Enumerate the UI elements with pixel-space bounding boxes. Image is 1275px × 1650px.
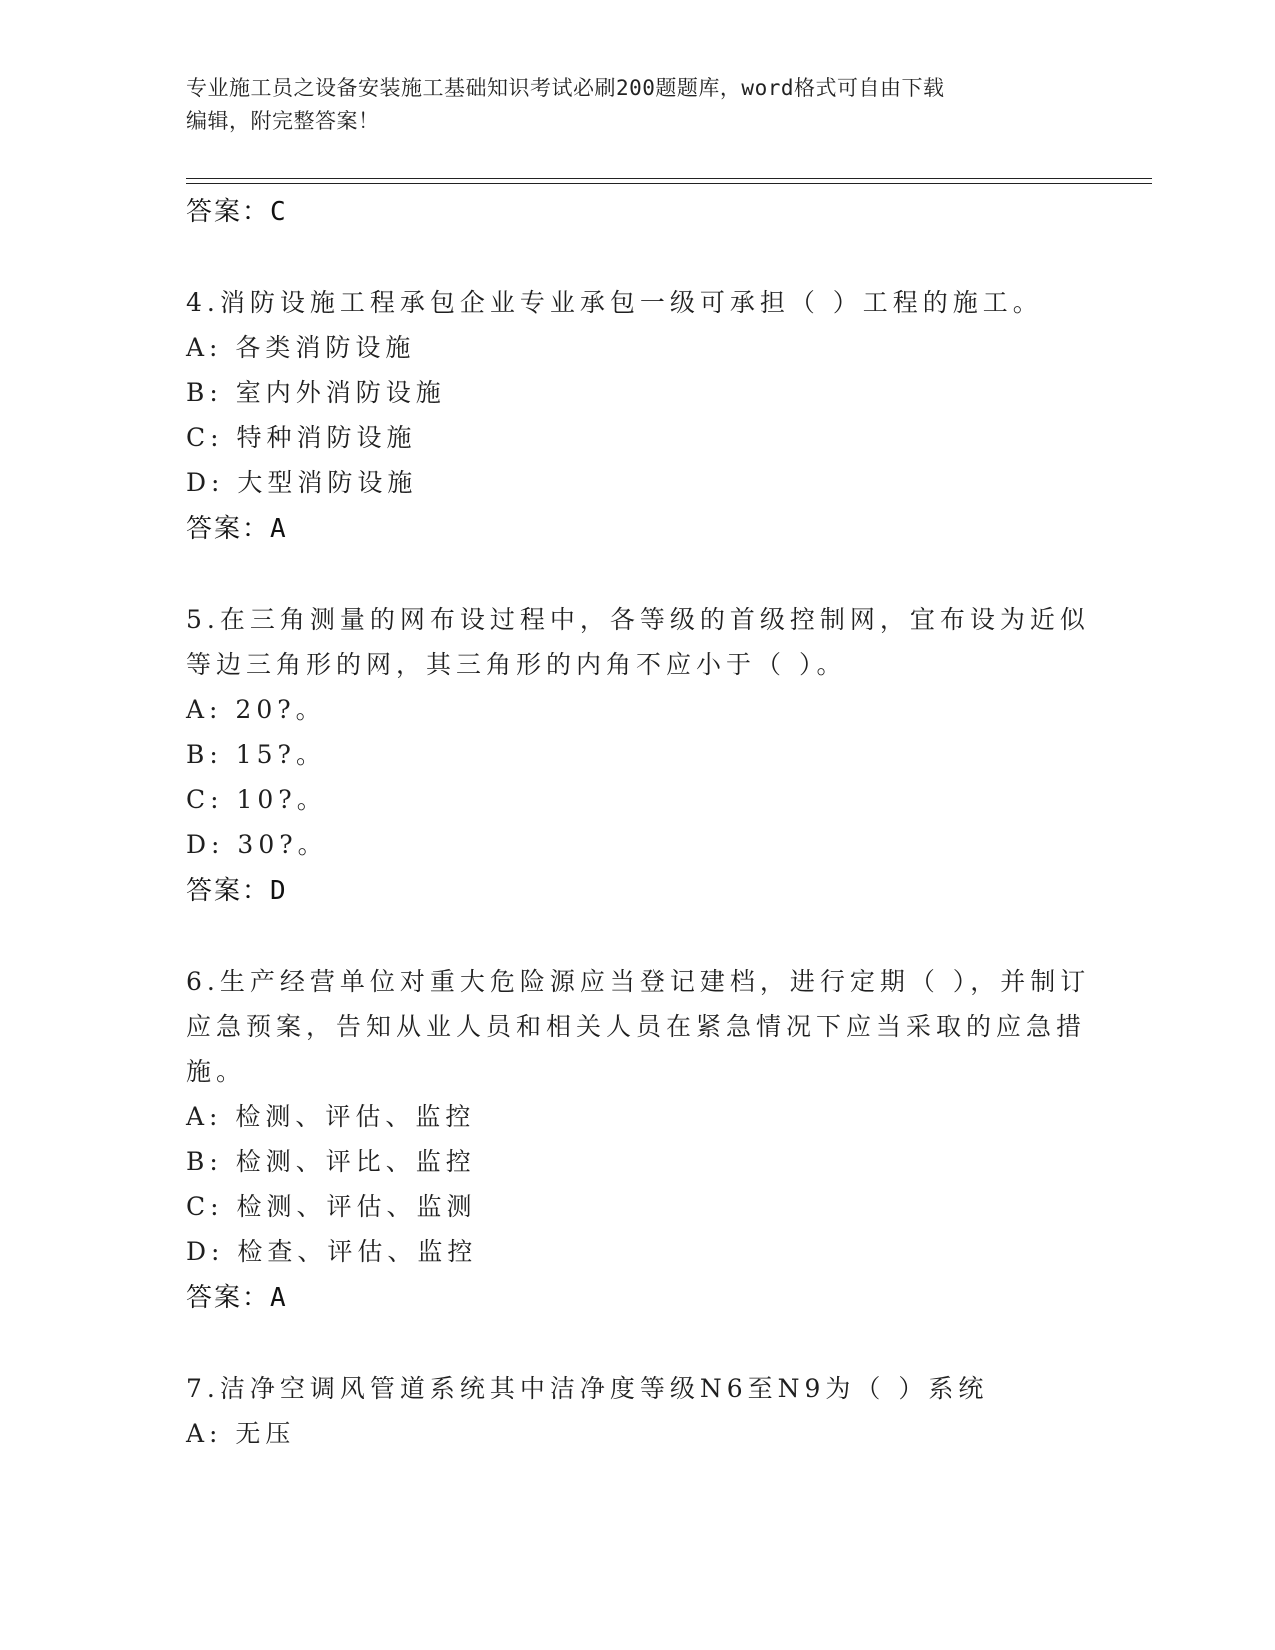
option-d: D: 检查、评估、监控 <box>186 1237 478 1266</box>
question-stem-line: 施。 <box>186 1057 247 1086</box>
option-b: B: 15?。 <box>186 740 326 769</box>
document-header <box>186 72 1066 138</box>
answer-line: 答案：D <box>186 876 288 906</box>
header-divider-bottom <box>186 183 1152 184</box>
option-b: B: 检测、评比、监控 <box>186 1147 476 1176</box>
option-b: B: 室内外消防设施 <box>186 378 446 407</box>
answer-line: 答案：A <box>186 1283 288 1313</box>
option-a: A: 20?。 <box>186 695 326 724</box>
option-a: A: 检测、评估、监控 <box>186 1102 476 1131</box>
option-c: C: 特种消防设施 <box>186 423 417 452</box>
answer-line: 答案：C <box>186 197 288 227</box>
option-c: C: 10?。 <box>186 785 327 814</box>
question-stem-line: 7.洁净空调风管道系统其中洁净度等级N6至N9为（ ）系统 <box>186 1374 989 1403</box>
question-stem-line: 等边三角形的网，其三角形的内角不应小于（ ）。 <box>186 650 847 679</box>
option-d: D: 大型消防设施 <box>186 468 418 497</box>
header-line-1: 专业施工员之设备安装施工基础知识考试必刷200题题库，word格式可自由下载 <box>186 76 945 100</box>
option-c: C: 检测、评估、监测 <box>186 1192 477 1221</box>
header-divider-top <box>186 178 1152 179</box>
question-stem-line: 6.生产经营单位对重大危险源应当登记建档，进行定期（ ），并制订 <box>186 967 1091 996</box>
header-line-2: 编辑，附完整答案！ <box>186 109 380 133</box>
option-a: A: 各类消防设施 <box>186 333 416 362</box>
option-d: D: 30?。 <box>186 830 328 859</box>
question-stem-line: 应急预案，告知从业人员和相关人员在紧急情况下应当采取的应急措 <box>186 1012 1087 1041</box>
answer-line: 答案：A <box>186 514 288 544</box>
question-stem-line: 4.消防设施工程承包企业专业承包一级可承担（ ）工程的施工。 <box>186 288 1043 317</box>
option-a: A: 无压 <box>186 1419 296 1448</box>
question-stem-line: 5.在三角测量的网布设过程中，各等级的首级控制网，宜布设为近似 <box>186 605 1090 634</box>
